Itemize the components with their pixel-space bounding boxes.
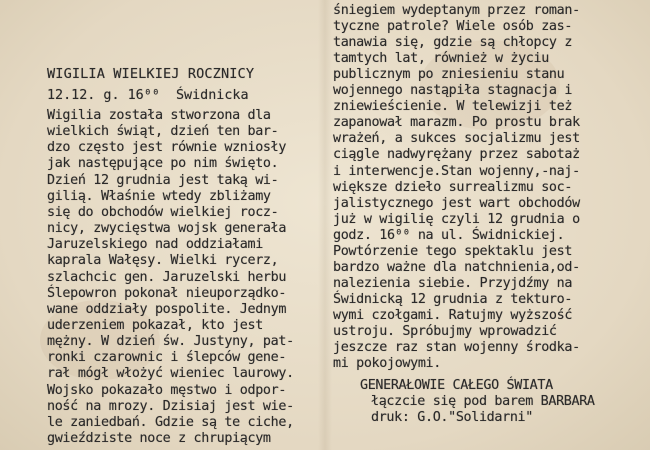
text-line: gilią. Właśnie wtedy zbliżamy [47,188,271,204]
text-line: Świdnicką 12 grudnia z tekturo- [333,291,573,307]
text-line: jalistycznego jest wart obchodów [333,195,580,211]
text-line: tamtych lat, również w życiu [333,51,549,67]
page-fold [318,0,332,450]
text-line: publicznym po zniesieniu stanu [333,67,565,83]
text-line: jak następujące po nim święto. [47,156,279,172]
text-line: Wojsko pokazało męstwo i odpor- [47,382,287,398]
text-line: ustroju. Spróbujmy wprowadzić [333,324,557,339]
text-line: wrażeń, a sukces socjalizmu jest [333,131,580,147]
text-line: gwieździste noce z chrupiącym [47,431,271,446]
text-line: mężny. W dzień św. Justyny, pat- [47,334,294,350]
text-line: le zaniedbań. Gdzie są te ciche, [47,414,294,430]
text-line: już w wigilię czyli 12 grudnia o [333,211,580,227]
text-line: Jaruzelskiego nad oddziałami [47,237,263,253]
text-line: tanawia się, gdzie są chłopcy z [333,35,573,51]
text-line: wane oddziały pospolite. Jednym [47,301,287,317]
text-line: zniewieścienie. W telewizji też [333,99,573,115]
text-line: zapanował marazm. Po prostu brak [333,115,580,131]
text-line: Ślepowron pokonał nieuporządko- [47,285,287,301]
text-line: uderzeniem pokazał, kto jest [47,317,263,333]
text-line: jeszcze raz stan wojenny środka- [333,340,580,356]
text-line: Wigilia została stworzona dla [47,108,271,123]
text-line: ciągle nadwyrężany przez sabotaż [333,147,580,163]
text-line: rał mógł włożyć wieniec laurowy. [47,366,294,382]
text-line: wymi czołgami. Ratujmy wyższość [333,307,573,323]
text-line: śniegiem wydeptanym przez roman- [333,3,580,18]
text-line: i interwencje.Stan wojenny,-naj- [333,163,580,179]
text-line: wojennego nastąpiła stagnacja i [333,83,573,99]
text-line: bardzo ważne dla natchnienia,od- [333,259,580,275]
text-line: nicy, zwycięstwa wojsk generała [47,221,287,237]
text-line: nalezienia siebie. Przyjdźmy na [333,275,573,291]
document-title: WIGILIA WIELKIEJ ROCZNICY [47,66,255,82]
dateline: 12.12. g. 16⁰⁰ Świdnicka [47,88,249,103]
text-line: ronki czarownic i ślepców gene- [47,350,287,366]
closing-slogan: GENERAŁOWIE CAŁEGO ŚWIATA [360,378,553,393]
text-line: dzo często jest równie wzniosły [47,140,287,156]
text-line: szlachcic gen. Jaruzelski herbu [47,269,287,285]
text-line: godz. 16⁰⁰ na ul. Świdnickiej. [333,227,565,243]
text-line: mi pokojowymi. [333,356,441,372]
text-line: kaprala Wałęsy. Wielki rycerz, [47,253,279,269]
text-line: się do obchodów wielkiej rocz- [47,204,279,220]
text-line: większe dzieło surrealizmu soc- [333,179,573,195]
text-line: wielkich świąt, dzień ten bar- [47,124,279,140]
text-line: Powtórzenie tego spektaklu jest [333,243,573,259]
text-line: ność na mrozy. Dzisiaj jest wie- [47,398,294,414]
print-note: druk: G.O."Solidarni" [371,410,533,425]
text-line: Dzień 12 grudnia jest taką wi- [47,172,279,188]
text-line: tyczne patrole? Wiele osób zas- [333,19,573,35]
closing-slogan-line2: łączcie się pod barem BARBARA [371,394,595,409]
